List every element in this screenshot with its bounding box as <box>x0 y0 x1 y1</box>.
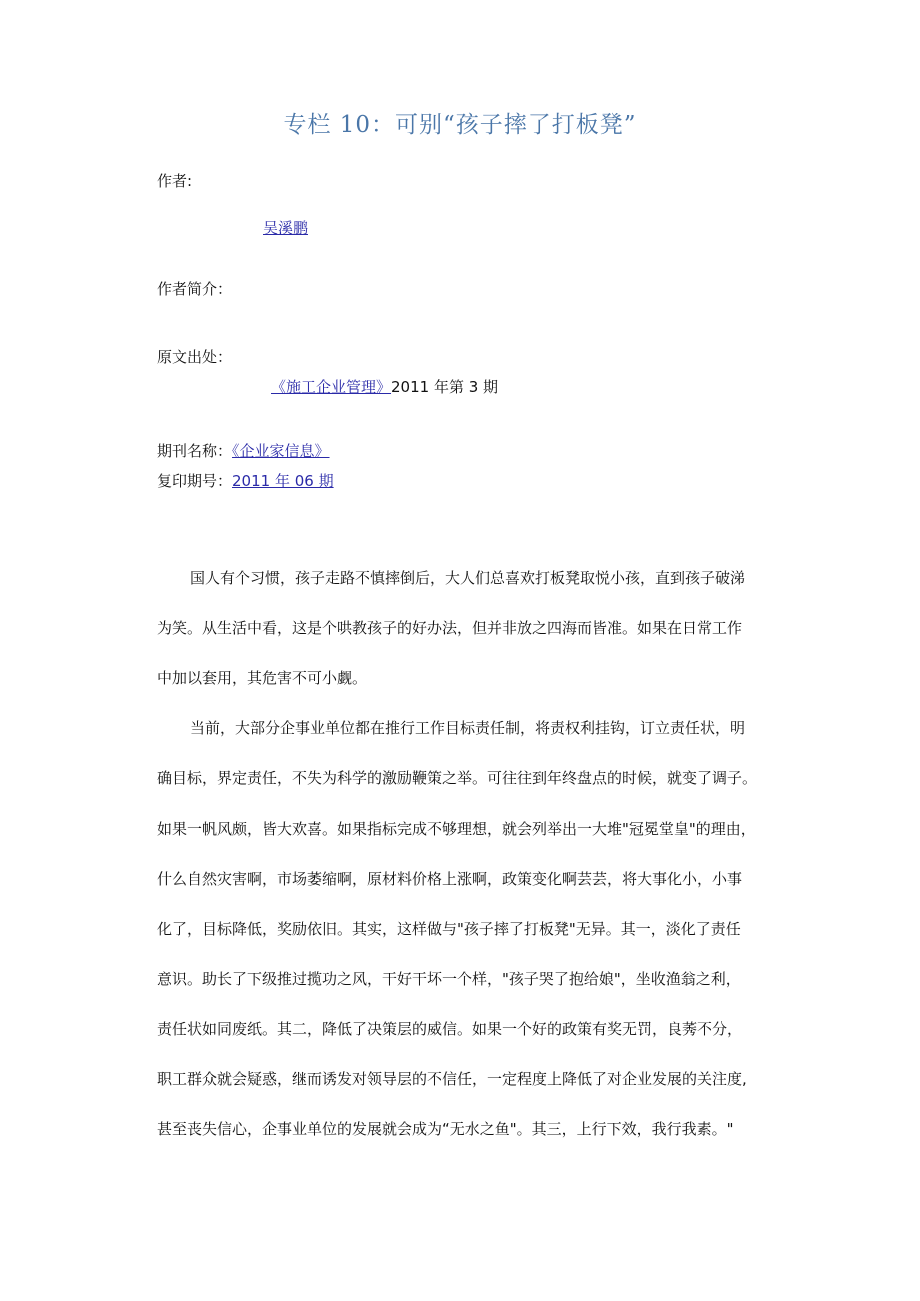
body-line: 什么自然灾害啊，市场萎缩啊，原材料价格上涨啊，政策变化啊芸芸，将大事化小，小事 <box>157 870 743 888</box>
body-line: 甚至丧失信心，企事业单位的发展就会成为“无水之鱼"。其三，上行下效，我行我素。" <box>157 1120 734 1138</box>
journal-label: 期刊名称： <box>157 442 233 460</box>
source-line <box>271 377 498 397</box>
journal-line <box>157 441 330 461</box>
article-title: 专栏 10：可别“孩子摔了打板凳” <box>283 112 637 138</box>
body-line: 确目标，界定责任，不失为科学的激励鞭策之举。可往往到年终盘点的时候，就变了调子。 <box>157 769 758 787</box>
reprint-link[interactable]: 2011 年 06 期 <box>232 472 334 490</box>
source-journal-link[interactable]: 《施工企业管理》 <box>271 378 392 396</box>
body-line: 化了，目标降低，奖励依旧。其实，这样做与"孩子摔了打板凳"无异。其一，淡化了责任 <box>157 920 741 938</box>
body-line: 中加以套用，其危害不可小觑。 <box>157 669 368 687</box>
author-link[interactable]: 吴溪鹏 <box>263 219 309 237</box>
reprint-line <box>157 471 334 491</box>
body-line: 责任状如同废纸。其二，降低了决策层的威信。如果一个好的政策有奖无罚，良莠不分， <box>157 1020 743 1038</box>
body-line: 如果一帆风颇，皆大欢喜。如果指标完成不够理想，就会列举出一大堆"冠冕堂皇"的理由， <box>157 820 756 838</box>
source-label: 原文出处： <box>157 348 233 366</box>
reprint-label: 复印期号： <box>157 472 233 490</box>
body-line: 为笑。从生活中看，这是个哄教孩子的好办法，但并非放之四海而皆准。如果在日常工作 <box>157 619 743 637</box>
body-line: 意识。助长了下级推过揽功之风，干好干坏一个样，"孩子哭了抱给娘"，坐收渔翁之利， <box>157 970 741 988</box>
body-line: 当前，大部分企事业单位都在推行工作目标责任制，将责权利挂钩，订立责任状，明 <box>190 719 746 737</box>
author-label: 作者: <box>157 172 193 190</box>
body-line: 职工群众就会疑惑，继而诱发对领导层的不信任，一定程度上降低了对企业发展的关注度, <box>157 1070 747 1088</box>
author-intro-label: 作者简介： <box>157 280 233 298</box>
body-line: 国人有个习惯，孩子走路不慎摔倒后，大人们总喜欢打板凳取悦小孩，直到孩子破涕 <box>190 569 746 587</box>
source-issue: 2011 年第 3 期 <box>391 378 499 396</box>
journal-link[interactable]: 《企业家信息》 <box>232 442 330 460</box>
